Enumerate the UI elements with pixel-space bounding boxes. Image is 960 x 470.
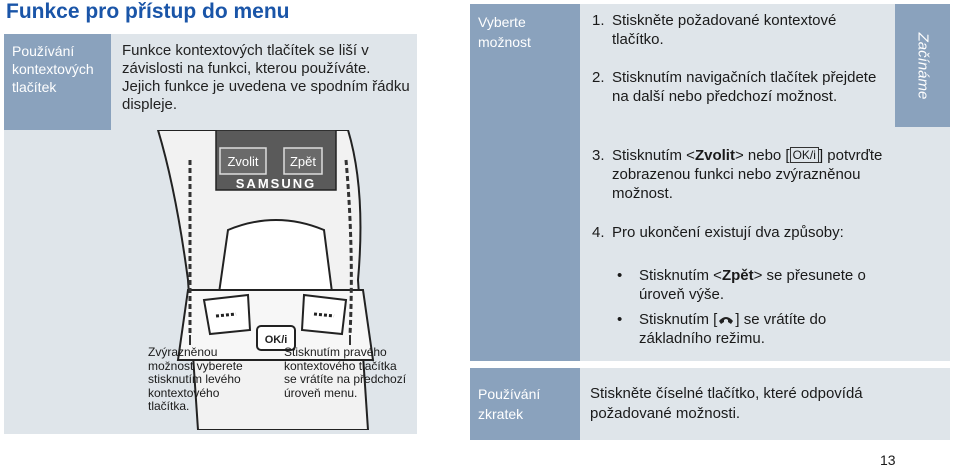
step-3 xyxy=(592,146,892,203)
ok-key-label: OK/i xyxy=(264,334,288,346)
bullet-back-bold: Zpět xyxy=(721,267,754,284)
bullet-end-text xyxy=(617,310,872,348)
step-4-text: Pro ukončení existují dva způsoby: xyxy=(612,224,844,241)
bullet-end xyxy=(617,310,872,348)
bullet-back-pre: Stisknutím < xyxy=(639,267,722,284)
step-1-text: Stiskněte požadované kontextové tlačítko. xyxy=(612,12,837,48)
bullet-end-post: ] se vrátíte do základního režimu. xyxy=(639,311,827,347)
bullet-back-post: > se přesunete o úroveň výše. xyxy=(639,267,866,303)
bullet-end-pre: Stisknutím [ xyxy=(639,311,718,328)
page-number: 13 xyxy=(880,452,896,468)
step-2 xyxy=(592,68,887,106)
bullet-back xyxy=(617,266,872,304)
step-3-post: ] potvrďte zobrazenou funkci nebo zvýrazněnou možnost. xyxy=(612,147,883,202)
step-1-number: 1. xyxy=(592,12,605,29)
bullet-dot: • xyxy=(617,311,623,328)
step-1 xyxy=(592,11,887,49)
step-3-number: 3. xyxy=(592,147,605,164)
left-softkey-caption: Zvýrazněnou možnost vyberete stisknutím levého kontextového tlačítka. xyxy=(148,345,243,413)
brand-logo: SAMSUNG xyxy=(235,176,317,191)
end-key-icon xyxy=(717,312,735,326)
softkeys-intro-text: Funkce kontextových tlačítek se liší v závislosti na funkci, kterou používáte. Jejich funkce je uvedena ve spodním řádku displeje. xyxy=(122,42,410,113)
select-option-band xyxy=(470,4,580,361)
step-2-text: Stisknutím navigačních tlačítek přejdete na další nebo předchozí možnost. xyxy=(612,69,877,105)
shortcuts-text: Stiskněte číselné tlačítko, které odpovídá požadované možnosti. xyxy=(590,385,863,422)
select-option-label: Vyberte možnost xyxy=(478,14,531,50)
bullet-dot: • xyxy=(617,267,623,284)
step-2-number: 2. xyxy=(592,69,605,86)
shortcuts-label: Používání zkratek xyxy=(478,386,541,422)
step-4-number: 4. xyxy=(592,224,605,241)
step-3-bold-key: Zvolit xyxy=(694,147,735,164)
ok-key-icon: OK/i xyxy=(790,147,819,163)
step-3-pre: Stisknutím < xyxy=(612,147,695,164)
bullet-back-text xyxy=(617,266,872,304)
right-softkey-caption: Stisknutím pravého kontextového tlačítka se vrátíte na předchozí úroveň menu. xyxy=(284,345,407,400)
softkeys-section-label: Používání kontextových tlačítek xyxy=(4,34,111,130)
screen-right-key-label: Zpět xyxy=(289,154,317,169)
chapter-side-tab xyxy=(895,4,950,127)
step-4 xyxy=(592,223,892,242)
screen-left-key-label: Zvolit xyxy=(227,154,259,169)
chapter-side-tab-label: Začínáme xyxy=(914,32,932,100)
phone-hinge xyxy=(218,220,333,300)
step-3-mid: > nebo [ xyxy=(734,147,790,164)
step-3-text xyxy=(592,146,892,203)
page-title: Funkce pro přístup do menu xyxy=(6,0,290,23)
